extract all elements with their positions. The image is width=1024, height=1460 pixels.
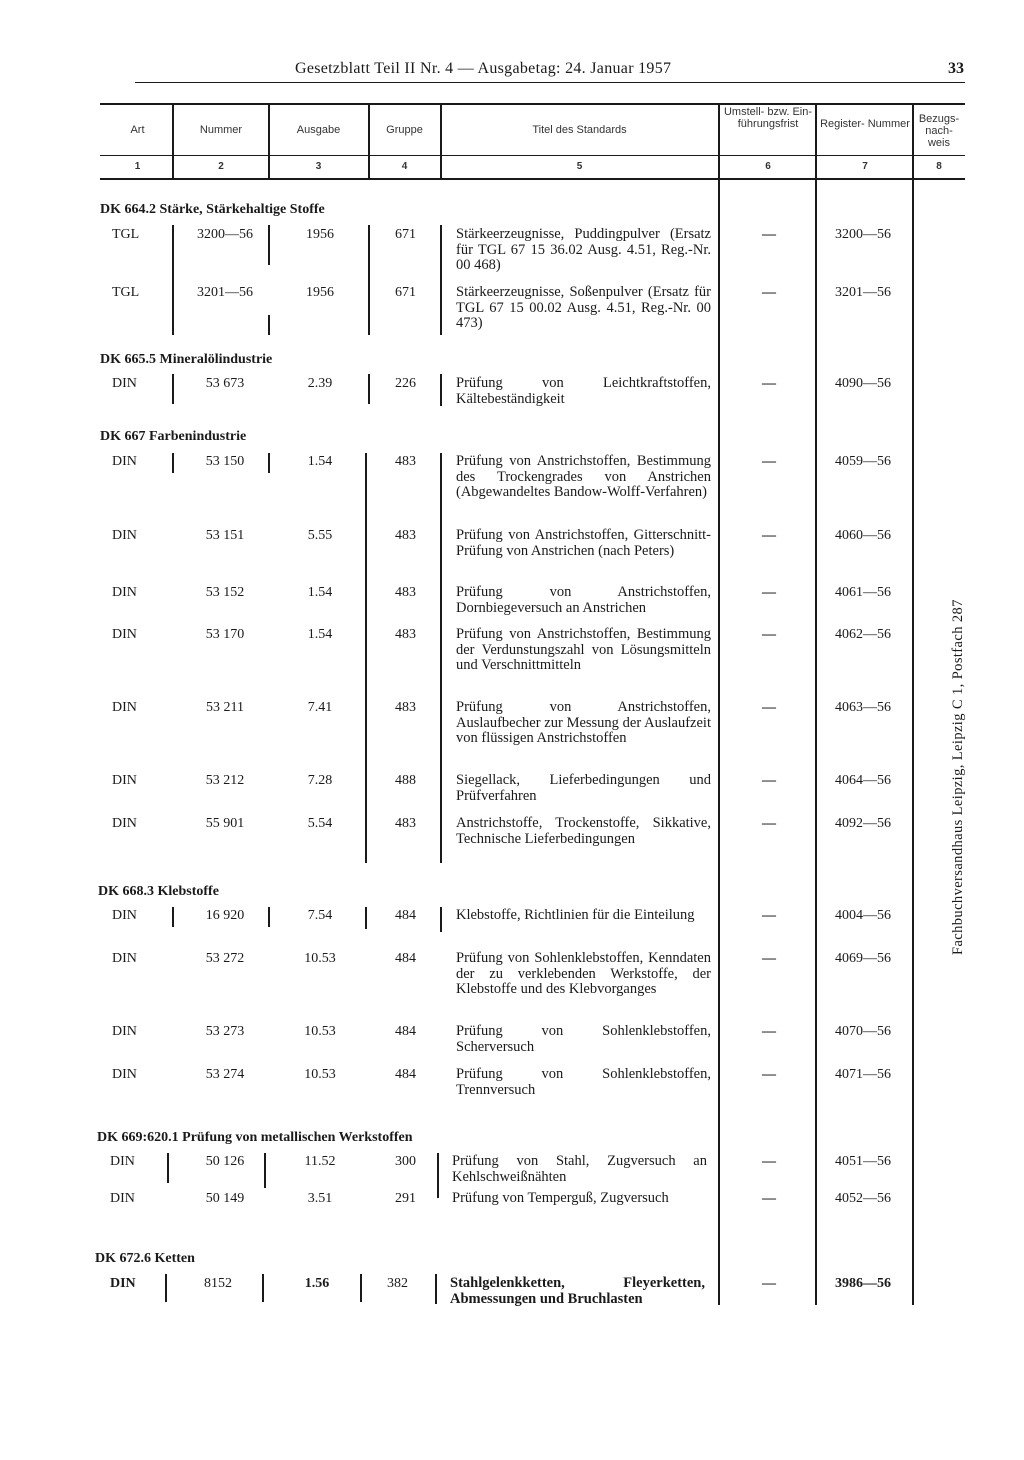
cell-separator — [172, 225, 174, 335]
cell-nummer: 53 211 — [206, 700, 244, 715]
cell-ausgabe: 5.55 — [307, 528, 333, 543]
cell-frist: — — [762, 951, 776, 966]
column-number: 3 — [315, 161, 322, 172]
column-number: 6 — [765, 161, 771, 172]
cell-separator — [172, 374, 174, 404]
cell-separator — [435, 1274, 437, 1304]
cell-ausgabe: 1.54 — [307, 627, 333, 642]
cell-art: DIN — [112, 528, 137, 543]
cell-gruppe: 483 — [395, 528, 416, 543]
cell-separator — [440, 374, 442, 406]
cell-frist: — — [762, 908, 776, 923]
cell-titel: Klebstoffe, Richtlinien für die Einteilung — [456, 907, 695, 923]
cell-nummer: 53 274 — [205, 1067, 245, 1082]
cell-ausgabe: 1956 — [306, 285, 334, 300]
cell-ausgabe: 7.28 — [307, 773, 333, 788]
cell-frist: — — [762, 1191, 776, 1206]
cell-titel: Prüfung von Sohlenklebstoffen, Scherversuch — [456, 1023, 711, 1055]
cell-separator — [440, 225, 442, 335]
cell-ausgabe: 1.54 — [307, 454, 333, 469]
cell-nummer: 53 152 — [205, 585, 245, 600]
column-header-gruppe: Gruppe — [386, 124, 423, 136]
cell-nummer: 55 901 — [205, 816, 245, 831]
cell-nummer: 53 273 — [205, 1024, 245, 1039]
cell-art: DIN — [112, 376, 137, 391]
page-number: 33 — [948, 60, 964, 77]
cell-nummer: 50 126 — [205, 1154, 245, 1169]
column-rule-art — [172, 907, 174, 927]
cell-ausgabe: 1.54 — [307, 585, 333, 600]
column-header-art: Art — [130, 124, 145, 136]
cell-art: DIN — [112, 908, 137, 923]
cell-nummer: 53 272 — [205, 951, 245, 966]
cell-ausgabe: 11.52 — [304, 1154, 336, 1169]
cell-gruppe: 671 — [395, 227, 416, 242]
cell-titel: Prüfung von Stahl, Zugversuch an Kehlschweißnähten — [452, 1153, 707, 1185]
column-rule-gruppe — [440, 907, 442, 932]
section-title: DK 664.2 Stärke, Stärkehaltige Stoffe — [100, 202, 325, 217]
section-title: DK 665.5 Mineralölindustrie — [100, 352, 273, 367]
cell-register: 4052—56 — [835, 1191, 891, 1206]
column-rule-ausgabe — [365, 907, 367, 929]
cell-nummer: 16 920 — [205, 908, 245, 923]
cell-ausgabe: 1.56 — [304, 1276, 330, 1291]
cell-frist: — — [762, 454, 776, 469]
column-number: 5 — [576, 161, 583, 172]
cell-register: 4062—56 — [835, 627, 891, 642]
cell-frist: — — [762, 227, 776, 242]
cell-frist: — — [762, 376, 776, 391]
table-top-rule — [100, 103, 965, 105]
cell-register: 4090—56 — [835, 376, 891, 391]
cell-gruppe: 483 — [395, 454, 416, 469]
cell-titel: Prüfung von Anstrichstoffen, Dornbiegeversuch an Anstrichen — [456, 584, 711, 616]
column-header-ausgabe: Ausgabe — [296, 124, 341, 136]
cell-art: DIN — [112, 1067, 137, 1082]
cell-ausgabe: 5.54 — [307, 816, 333, 831]
cell-frist: — — [762, 285, 776, 300]
head-col-sep — [172, 105, 174, 180]
cell-titel: Stärkeerzeugnisse, Soßenpulver (Ersatz für TGL 67 15 00.02 Ausg. 4.51, Reg.-Nr. 00 473) — [456, 284, 711, 331]
cell-titel: Stahlgelenkketten, Fleyerketten, Abmessungen und Bruchlasten — [450, 1275, 705, 1307]
column-number: 8 — [936, 161, 942, 172]
cell-ausgabe: 10.53 — [304, 951, 336, 966]
cell-register: 3201—56 — [835, 285, 891, 300]
table-head-divider — [100, 155, 965, 156]
cell-separator — [268, 225, 270, 265]
side-note-publisher: Fachbuchversandhaus Leipzig, Leipzig C 1, Postfach 287 — [950, 599, 966, 955]
column-header-register: Register- Nummer — [820, 118, 910, 130]
cell-gruppe: 484 — [395, 1067, 416, 1082]
cell-gruppe: 483 — [395, 585, 416, 600]
cell-art: DIN — [112, 700, 137, 715]
cell-frist: — — [762, 773, 776, 788]
column-rule-gruppe — [440, 453, 442, 863]
cell-frist: — — [762, 700, 776, 715]
cell-art: DIN — [112, 816, 137, 831]
cell-register: 3200—56 — [835, 227, 891, 242]
cell-art: DIN — [110, 1276, 136, 1291]
cell-art: DIN — [112, 454, 137, 469]
cell-register: 4051—56 — [835, 1154, 891, 1169]
cell-register: 4063—56 — [835, 700, 891, 715]
section-title: DK 668.3 Klebstoffe — [98, 884, 219, 899]
cell-gruppe: 671 — [395, 285, 416, 300]
body-col-rule-bezug — [912, 180, 914, 1305]
cell-nummer: 53 212 — [205, 773, 245, 788]
cell-register: 3986—56 — [835, 1276, 891, 1291]
cell-nummer: 3201—56 — [197, 285, 253, 300]
cell-art: DIN — [112, 951, 137, 966]
column-number: 7 — [862, 161, 868, 172]
column-number: 2 — [218, 161, 224, 172]
cell-nummer: 53 170 — [205, 627, 245, 642]
cell-ausgabe: 1956 — [306, 227, 334, 242]
cell-ausgabe: 10.53 — [304, 1067, 336, 1082]
cell-gruppe: 484 — [395, 908, 416, 923]
body-col-rule-frist-right — [815, 180, 817, 1305]
cell-titel: Prüfung von Temperguß, Zugversuch — [452, 1190, 669, 1206]
cell-register: 4071—56 — [835, 1067, 891, 1082]
cell-gruppe: 483 — [395, 816, 416, 831]
cell-frist: — — [762, 1276, 776, 1291]
section-title: DK 667 Farbenindustrie — [100, 429, 247, 444]
cell-ausgabe: 7.41 — [307, 700, 333, 715]
column-header-frist: Umstell- bzw. Ein- führungsfrist — [723, 106, 813, 130]
column-header-titel: Titel des Standards — [532, 124, 627, 136]
column-rule-gruppe — [437, 1153, 439, 1198]
column-rule-ausgabe — [365, 453, 367, 863]
page-header-title: Gesetzblatt Teil II Nr. 4 — Ausgabetag: 24. Januar 1957 — [295, 60, 672, 77]
column-number: 4 — [401, 161, 408, 172]
cell-frist: — — [762, 585, 776, 600]
cell-titel: Prüfung von Sohlenklebstoffen, Trennversuch — [456, 1066, 711, 1098]
cell-register: 4092—56 — [835, 816, 891, 831]
header-rule — [135, 82, 965, 83]
cell-separator — [268, 315, 270, 335]
cell-art: DIN — [112, 585, 137, 600]
cell-art: DIN — [110, 1154, 135, 1169]
cell-register: 4069—56 — [835, 951, 891, 966]
cell-titel: Prüfung von Sohlenklebstoffen, Kenndaten der zu verklebenden Werkstoffe, der Klebstoffe und des Klebvorganges — [456, 950, 711, 997]
cell-nummer: 53 673 — [205, 376, 245, 391]
column-number: 1 — [134, 161, 141, 172]
cell-gruppe: 300 — [395, 1154, 416, 1169]
cell-titel: Prüfung von Leichtkraftstoffen, Kältebeständigkeit — [456, 375, 711, 407]
cell-frist: — — [762, 1067, 776, 1082]
cell-register: 4064—56 — [835, 773, 891, 788]
cell-register: 4059—56 — [835, 454, 891, 469]
cell-art: TGL — [112, 285, 140, 300]
cell-ausgabe: 10.53 — [304, 1024, 336, 1039]
cell-gruppe: 488 — [395, 773, 416, 788]
cell-register: 4070—56 — [835, 1024, 891, 1039]
cell-gruppe: 484 — [395, 951, 416, 966]
section-title: DK 672.6 Ketten — [95, 1251, 195, 1266]
cell-ausgabe: 7.54 — [307, 908, 333, 923]
cell-ausgabe: 3.51 — [307, 1191, 333, 1206]
cell-separator — [165, 1274, 167, 1302]
column-rule-art — [172, 453, 174, 473]
column-header-nummer: Nummer — [199, 124, 243, 136]
section-title: DK 669:620.1 Prüfung von metallischen Werkstoffen — [97, 1130, 413, 1145]
cell-art: DIN — [112, 627, 137, 642]
cell-nummer: 3200—56 — [197, 227, 253, 242]
cell-ausgabe: 2.39 — [307, 376, 333, 391]
cell-gruppe: 291 — [395, 1191, 416, 1206]
cell-nummer: 53 151 — [205, 528, 245, 543]
cell-titel: Prüfung von Anstrichstoffen, Bestimmung des Trockengrades von Anstrichen (Abgewandeltes Bandow-Wolff-Verfahren) — [456, 453, 711, 500]
cell-titel: Siegellack, Lieferbedingungen und Prüfverfahren — [456, 772, 711, 804]
cell-nummer: 8152 — [204, 1276, 232, 1291]
cell-titel: Anstrichstoffe, Trockenstoffe, Sikkative, Technische Lieferbedingungen — [456, 815, 711, 847]
column-rule-nummer — [268, 453, 270, 473]
head-col-sep — [718, 105, 720, 180]
head-col-sep — [815, 105, 817, 180]
cell-gruppe: 226 — [395, 376, 416, 391]
cell-art: DIN — [112, 1024, 137, 1039]
cell-titel: Prüfung von Anstrichstoffen, Gitterschnitt-Prüfung von Anstrichen (nach Peters) — [456, 527, 711, 559]
cell-frist: — — [762, 816, 776, 831]
column-header-bezug: Bezugs- nach- weis — [918, 113, 960, 149]
cell-register: 4004—56 — [835, 908, 891, 923]
body-col-rule-frist-left — [718, 180, 720, 1305]
cell-frist: — — [762, 528, 776, 543]
cell-frist: — — [762, 1154, 776, 1169]
cell-separator — [262, 1274, 264, 1302]
cell-separator — [368, 225, 370, 335]
cell-register: 4061—56 — [835, 585, 891, 600]
cell-titel: Prüfung von Anstrichstoffen, Auslaufbecher zur Messung der Auslaufzeit von flüssigen Anstrichstoffen — [456, 699, 711, 746]
cell-nummer: 53 150 — [205, 454, 245, 469]
cell-separator — [368, 374, 370, 404]
cell-register: 4060—56 — [835, 528, 891, 543]
cell-frist: — — [762, 1024, 776, 1039]
cell-gruppe: 483 — [395, 627, 416, 642]
column-rule-art — [167, 1153, 169, 1183]
column-rule-nummer — [268, 907, 270, 927]
cell-art: DIN — [110, 1191, 135, 1206]
cell-titel: Prüfung von Anstrichstoffen, Bestimmung der Verdunstungszahl von Lösungsmitteln und Verschnittmitteln — [456, 626, 711, 673]
cell-titel: Stärkeerzeugnisse, Puddingpulver (Ersatz für TGL 67 15 36.02 Ausg. 4.51, Reg.-Nr. 00 468) — [456, 226, 711, 273]
cell-art: TGL — [112, 227, 140, 242]
cell-separator — [360, 1274, 362, 1302]
cell-gruppe: 484 — [395, 1024, 416, 1039]
cell-gruppe: 483 — [395, 700, 416, 715]
cell-gruppe: 382 — [387, 1276, 408, 1291]
table-head-bottom-rule — [100, 178, 965, 180]
cell-nummer: 50 149 — [205, 1191, 245, 1206]
cell-frist: — — [762, 627, 776, 642]
cell-art: DIN — [112, 773, 137, 788]
